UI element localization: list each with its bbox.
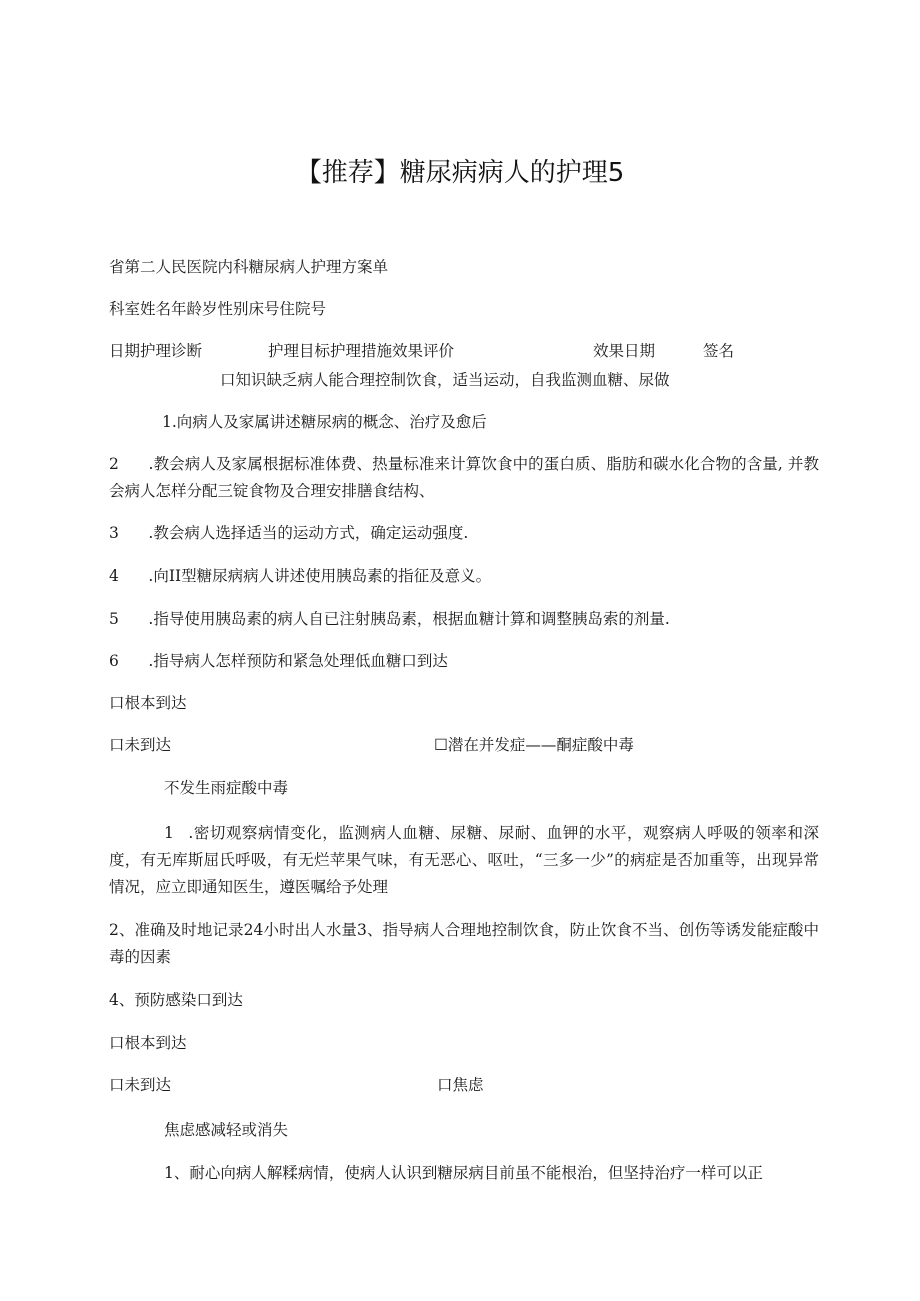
diagnosis-knowledge-deficit: 口知识缺乏病人能合理控制饮食，适当运动，自我监测血糖、尿做 bbox=[220, 371, 670, 389]
header-effect-date: 效果日期 bbox=[593, 342, 656, 360]
header-signature: 签名 bbox=[703, 342, 735, 360]
header-date-diagnosis: 日期护理诊断 bbox=[109, 342, 203, 360]
evaluation-not-reached-2: 口未到达 bbox=[109, 1076, 172, 1094]
hospital-form-title: 省第二人民医院内科糖尿病人护理方案单 bbox=[109, 258, 389, 276]
evaluation-not-reached-1: 口未到达 bbox=[109, 736, 172, 754]
measure-observe: 1 .密切观察病情变化，监测病人血糖、尿糖、尿耐、血钾的水平，观察病人呼吸的领率和深度，有无库斯屈氏呼吸，有无烂苹果气味，有无恶心、呕吐，“三多一少”的病症是否加重等，出现异常情况，应立即通知医生，遵医嘱给予处理 bbox=[109, 824, 819, 896]
patient-fields: 科室姓名年龄岁性别床号住院号 bbox=[109, 300, 327, 318]
diagnosis-anxiety: 口焦虑 bbox=[437, 1076, 484, 1094]
measure-record-diet: 2、准确及时地记录24小时出人水量3、指导病人合理地控制饮食，防止饮食不当、创伤等诱发能症酸中毒的因素 bbox=[109, 921, 819, 966]
header-goal-measures: 护理目标护理措施效果评价 bbox=[268, 342, 455, 360]
diagnosis-ketoacidosis: ☐潜在并发症——酮症酸中毒 bbox=[434, 736, 634, 754]
measure-explain-condition: 1、耐心向病人解糅病情，使病人认识到糖尿病目前虽不能根治，但坚持治疗一样可以正 bbox=[164, 1164, 763, 1182]
goal-anxiety-relief: 焦虑感减轻或消失 bbox=[164, 1121, 289, 1139]
measure-prevent-infection: 4、预防感染口到达 bbox=[109, 991, 243, 1009]
goal-no-ketoacidosis: 不发生雨症酸中毒 bbox=[164, 779, 289, 797]
evaluation-basic-1: 口根本到达 bbox=[109, 694, 187, 712]
evaluation-basic-2: 口根本到达 bbox=[109, 1034, 187, 1052]
measure-item-6: 6 .指导病人怎样预防和紧急处理低血糖口到达 bbox=[109, 652, 448, 670]
document-title: 【推荐】糖尿病病人的护理5 bbox=[295, 158, 625, 188]
measure-item-3: 3 .教会病人选择适当的运动方式，确定运动强度. bbox=[109, 524, 469, 542]
measure-item-5: 5 .指导使用胰岛素的病人自已注射胰岛素，根据血糖计算和调整胰岛索的剂量. bbox=[109, 610, 670, 628]
measure-item-4: 4 .向II型糖尿病病人讲述使用胰岛素的指征及意义。 bbox=[109, 567, 492, 585]
measure-item-1: 1.向病人及家属讲述糖尿病的概念、治疗及愈后 bbox=[162, 413, 487, 431]
measure-item-2: 2 .教会病人及家属根据标准体费、热量标准来计算饮食中的蛋白质、脂肪和碳水化合物的含量, 并教会病人怎样分配三锭食物及合理安排膳食结构、 bbox=[109, 455, 819, 500]
